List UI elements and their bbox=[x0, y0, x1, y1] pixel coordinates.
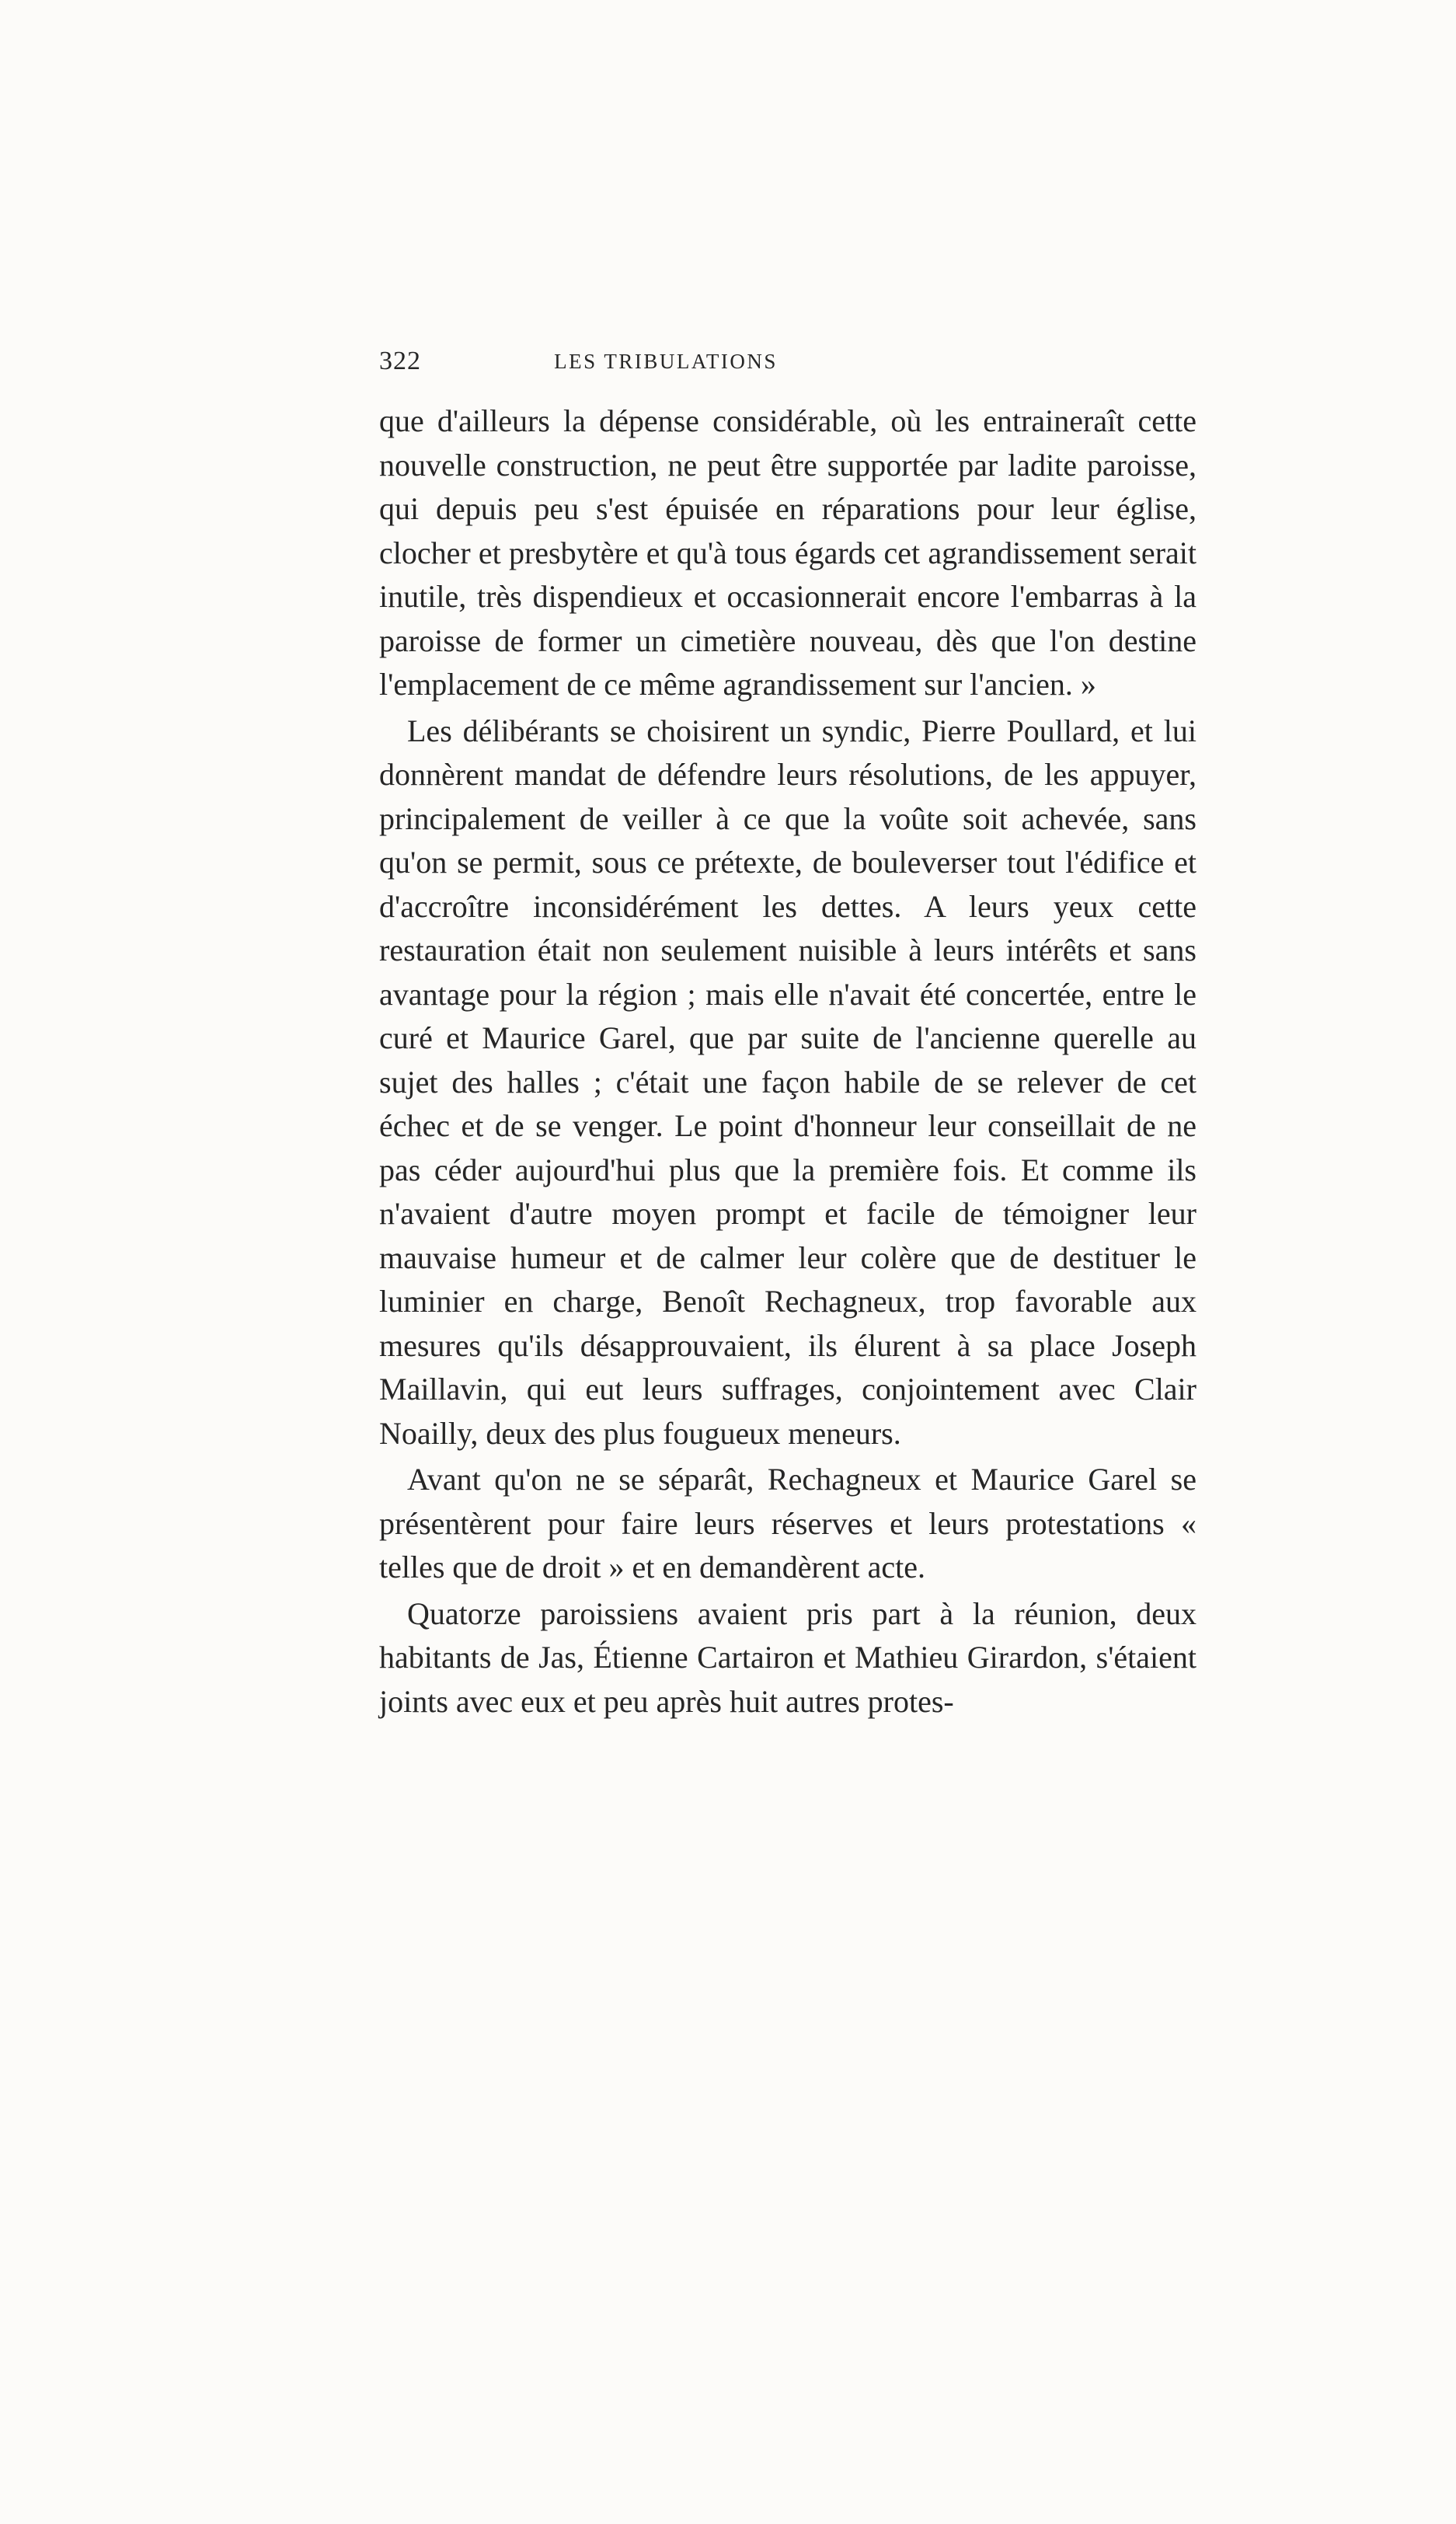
running-head: LES TRIBULATIONS bbox=[554, 350, 778, 373]
page-number: 322 bbox=[379, 347, 421, 375]
paragraph-deliberants: Les délibérants se choisirent un syndic, Pierre Poullard, et lui donnèrent mandat de défendre leurs résolutions, de les appuyer, principalement de veiller à ce que la voûte soit achevée, sans qu'on se permit, sous ce prétexte, de bouleverser tout l'édifice et d'accroître inconsidérément les dettes. A leurs yeux cette restauration était non seulement nuisible à leurs intérêts et sans avantage pour la région ; mais elle n'avait été concertée, entre le curé et Maurice Garel, que par suite de l'ancienne querelle au sujet des halles ; c'était une façon habile de se relever de cet échec et de se venger. Le point d'honneur leur conseillait de ne pas céder aujourd'hui plus que la première fois. Et comme ils n'avaient d'autre moyen prompt et facile de témoigner leur mauvaise humeur et de calmer leur colère que de destituer le luminier en charge, Benoît Rechagneux, trop favorable aux mesures qu'ils désapprouvaient, ils élurent à sa place Joseph Maillavin, qui eut leurs suffrages, conjointement avec Clair Noailly, deux des plus fougueux meneurs. bbox=[379, 713, 1196, 1451]
paragraph-protestations: Avant qu'on ne se séparât, Rechagneux et Maurice Garel se présentèrent pour faire leurs réserves et leurs protestations « telles que de droit » et en demandèrent acte. bbox=[379, 1462, 1196, 1584]
paragraph-paroissiens: Quatorze paroissiens avaient pris part à la réunion, deux habitants de Jas, Étienne Cartairon et Mathieu Girardon, s'étaient joints avec eux et peu après huit autres protes- bbox=[379, 1595, 1196, 1719]
page-header bbox=[379, 347, 921, 385]
paragraph-continued: que d'ailleurs la dépense considérable, où les entraineraît cette nouvelle construction, ne peut être supportée par ladite paroisse, qui depuis peu s'est épuisée en réparations pour leur église, clocher et presbytère et qu'à tous égards cet agrandissement serait inutile, très dispendieux et occasionnerait encore l'embarras à la paroisse de former un cimetière nouveau, dès que l'on destine l'emplacement de ce même agrandissement sur l'ancien. » bbox=[379, 403, 1196, 702]
body-text bbox=[379, 399, 1196, 1724]
